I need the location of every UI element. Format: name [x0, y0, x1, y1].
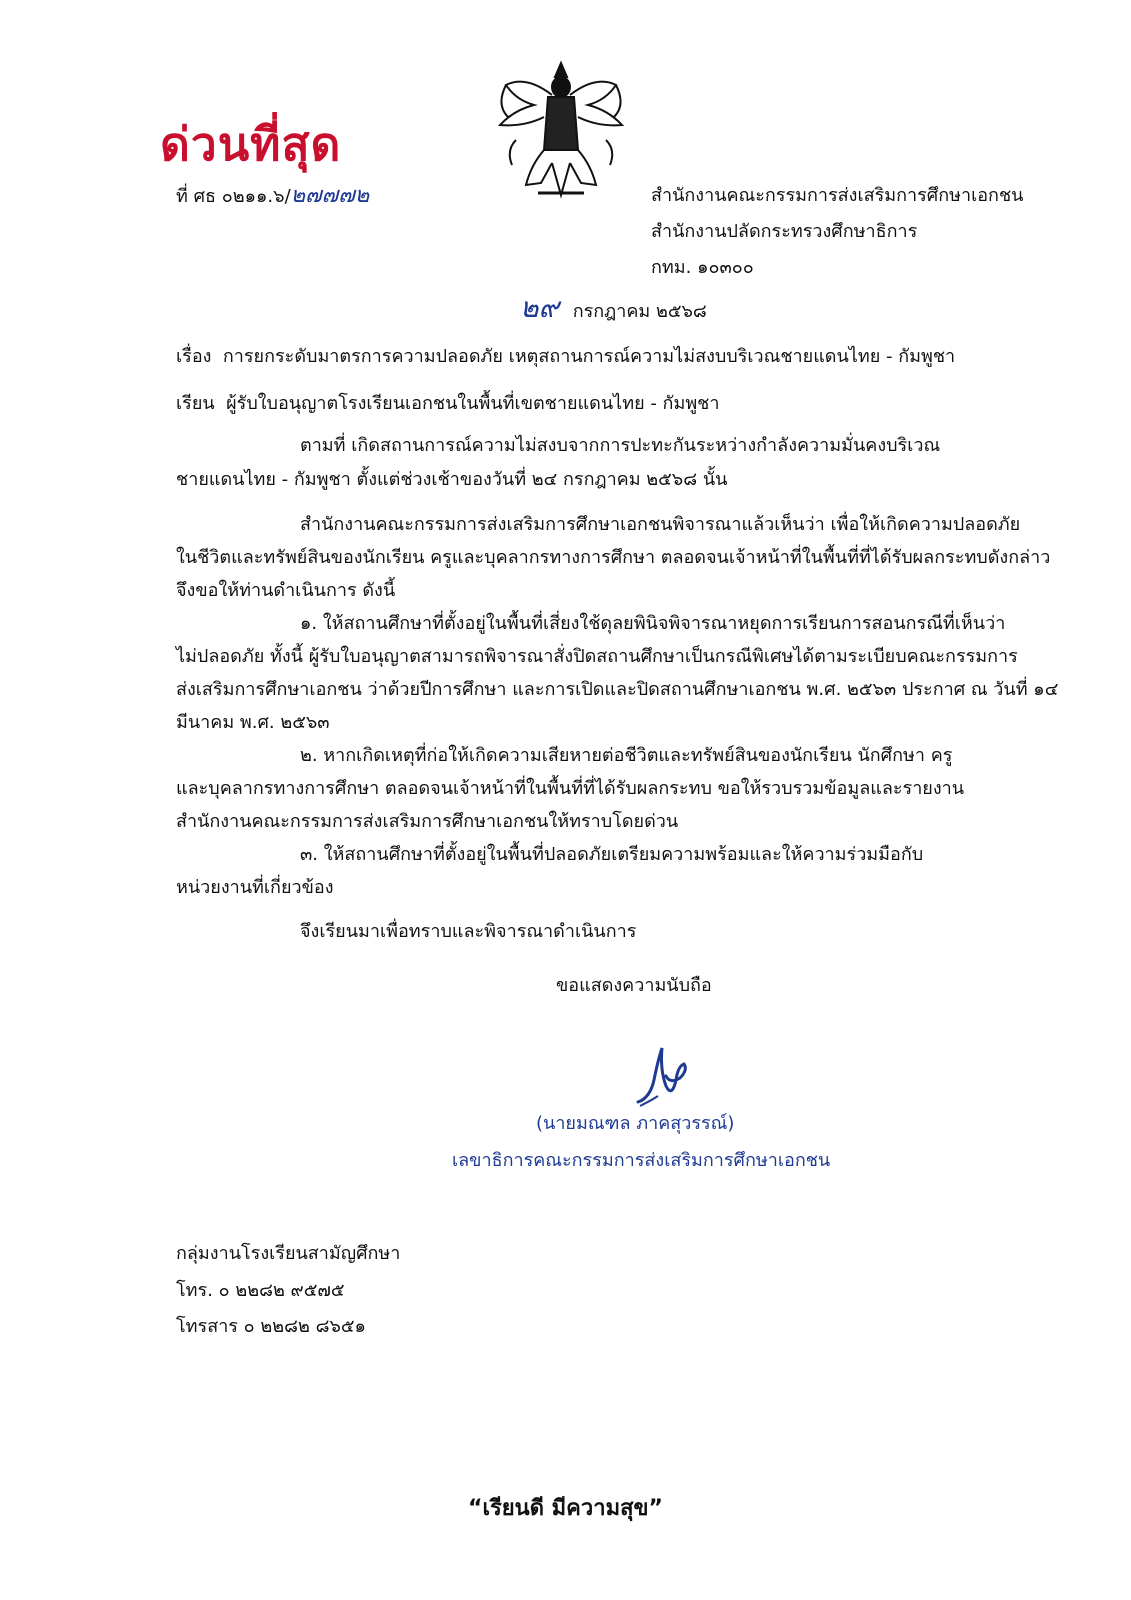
subject-text: การยกระดับมาตรการความปลอดภัย เหตุสถานการณ์ความไม่สงบบริเวณชายแดนไทย - กัมพูชา [222, 346, 956, 367]
contact-phone: โทร. ๐ ๒๒๘๒ ๙๕๗๕ [176, 1280, 345, 1301]
agency-line-1: สำนักงานคณะกรรมการส่งเสริมการศึกษาเอกชน [651, 185, 1024, 206]
recipient-line [176, 392, 720, 416]
item-1-line-4: มีนาคม พ.ศ. ๒๕๖๓ [176, 712, 330, 733]
agency-line-3: กทม. ๑๐๓๐๐ [651, 257, 754, 278]
garuda-emblem-icon [486, 55, 636, 205]
document-number [176, 184, 369, 209]
paragraph-2-line-1: สำนักงานคณะกรรมการส่งเสริมการศึกษาเอกชนพิจารณาแล้วเห็นว่า เพื่อให้เกิดความปลอดภัย [300, 514, 1021, 535]
paragraph-1-line-2: ชายแดนไทย - กัมพูชา ตั้งแต่ช่วงเช้าของวันที่ ๒๔ กรกฎาคม ๒๕๖๘ นั้น [176, 469, 728, 490]
regards: ขอแสดงความนับถือ [556, 975, 712, 996]
paragraph-2-line-2: ในชีวิตและทรัพย์สินของนักเรียน ครูและบุคลากรทางการศึกษา ตลอดจนเจ้าหน้าที่ในพื้นที่ที่ได้รับผลกระทบดังกล่าว [176, 547, 1051, 568]
signer-title: เลขาธิการคณะกรรมการส่งเสริมการศึกษาเอกชน [452, 1150, 831, 1171]
agency-line-2: สำนักงานปลัดกระทรวงศึกษาธิการ [651, 221, 918, 242]
signature-icon [632, 1040, 692, 1110]
date-day-handwritten: ๒๙ [520, 291, 559, 324]
signer-name: (นายมณฑล ภาคสุวรรณ์) [536, 1113, 735, 1134]
item-1-line-2: ไม่ปลอดภัย ทั้งนี้ ผู้รับใบอนุญาตสามารถพิจารณาสั่งปิดสถานศึกษาเป็นกรณีพิเศษได้ตามระเบียบคณะกรรมการ [176, 646, 1018, 667]
contact-fax: โทรสาร ๐ ๒๒๘๒ ๘๖๕๑ [176, 1316, 366, 1337]
document-date [520, 291, 707, 324]
date-month-year: กรกฎาคม ๒๕๖๘ [572, 301, 707, 322]
contact-unit: กลุ่มงานโรงเรียนสามัญศึกษา [176, 1243, 401, 1264]
item-2-line-1: ๒. หากเกิดเหตุที่ก่อให้เกิดความเสียหายต่อชีวิตและทรัพย์สินของนักเรียน นักศึกษา ครู [300, 745, 953, 766]
item-1-line-1: ๑. ให้สถานศึกษาที่ตั้งอยู่ในพื้นที่เสี่ยงใช้ดุลยพินิจพิจารณาหยุดการเรียนการสอนกรณีที่เห็นว่า [300, 613, 1006, 634]
motto: “เรียนดี มีความสุข” [467, 1496, 664, 1521]
urgency-stamp: ด่วนที่สุด [160, 117, 342, 171]
recipient-text: ผู้รับใบอนุญาตโรงเรียนเอกชนในพื้นที่เขตชายแดนไทย - กัมพูชา [226, 393, 720, 414]
item-2-line-2: และบุคลากรทางการศึกษา ตลอดจนเจ้าหน้าที่ในพื้นที่ที่ได้รับผลกระทบ ขอให้รวบรวมข้อมูลและรายงาน [176, 778, 965, 799]
item-3-line-2: หน่วยงานที่เกี่ยวข้อง [176, 877, 334, 898]
item-1-line-3: ส่งเสริมการศึกษาเอกชน ว่าด้วยปีการศึกษา และการเปิดและปิดสถานศึกษาเอกชน พ.ศ. ๒๕๖๓ ประกาศ ณ วันที่ ๑๔ [176, 679, 1059, 700]
subject-line [176, 345, 955, 369]
paragraph-2-line-3: จึงขอให้ท่านดำเนินการ ดังนี้ [176, 580, 396, 601]
subject-label: เรื่อง [176, 346, 212, 367]
document-number-handwritten: ๒๗๗๗๒ [290, 183, 370, 208]
recipient-label: เรียน [176, 393, 215, 414]
closing-sentence: จึงเรียนมาเพื่อทราบและพิจารณาดำเนินการ [300, 921, 637, 942]
item-2-line-3: สำนักงานคณะกรรมการส่งเสริมการศึกษาเอกชนให้ทราบโดยด่วน [176, 811, 679, 832]
paragraph-1-line-1: ตามที่ เกิดสถานการณ์ความไม่สงบจากการปะทะกันระหว่างกำลังความมั่นคงบริเวณ [300, 435, 941, 456]
item-3-line-1: ๓. ให้สถานศึกษาที่ตั้งอยู่ในพื้นที่ปลอดภัยเตรียมความพร้อมและให้ความร่วมมือกับ [300, 844, 924, 865]
document-number-label: ที่ ศธ ๐๒๑๑.๖/ [176, 186, 291, 207]
